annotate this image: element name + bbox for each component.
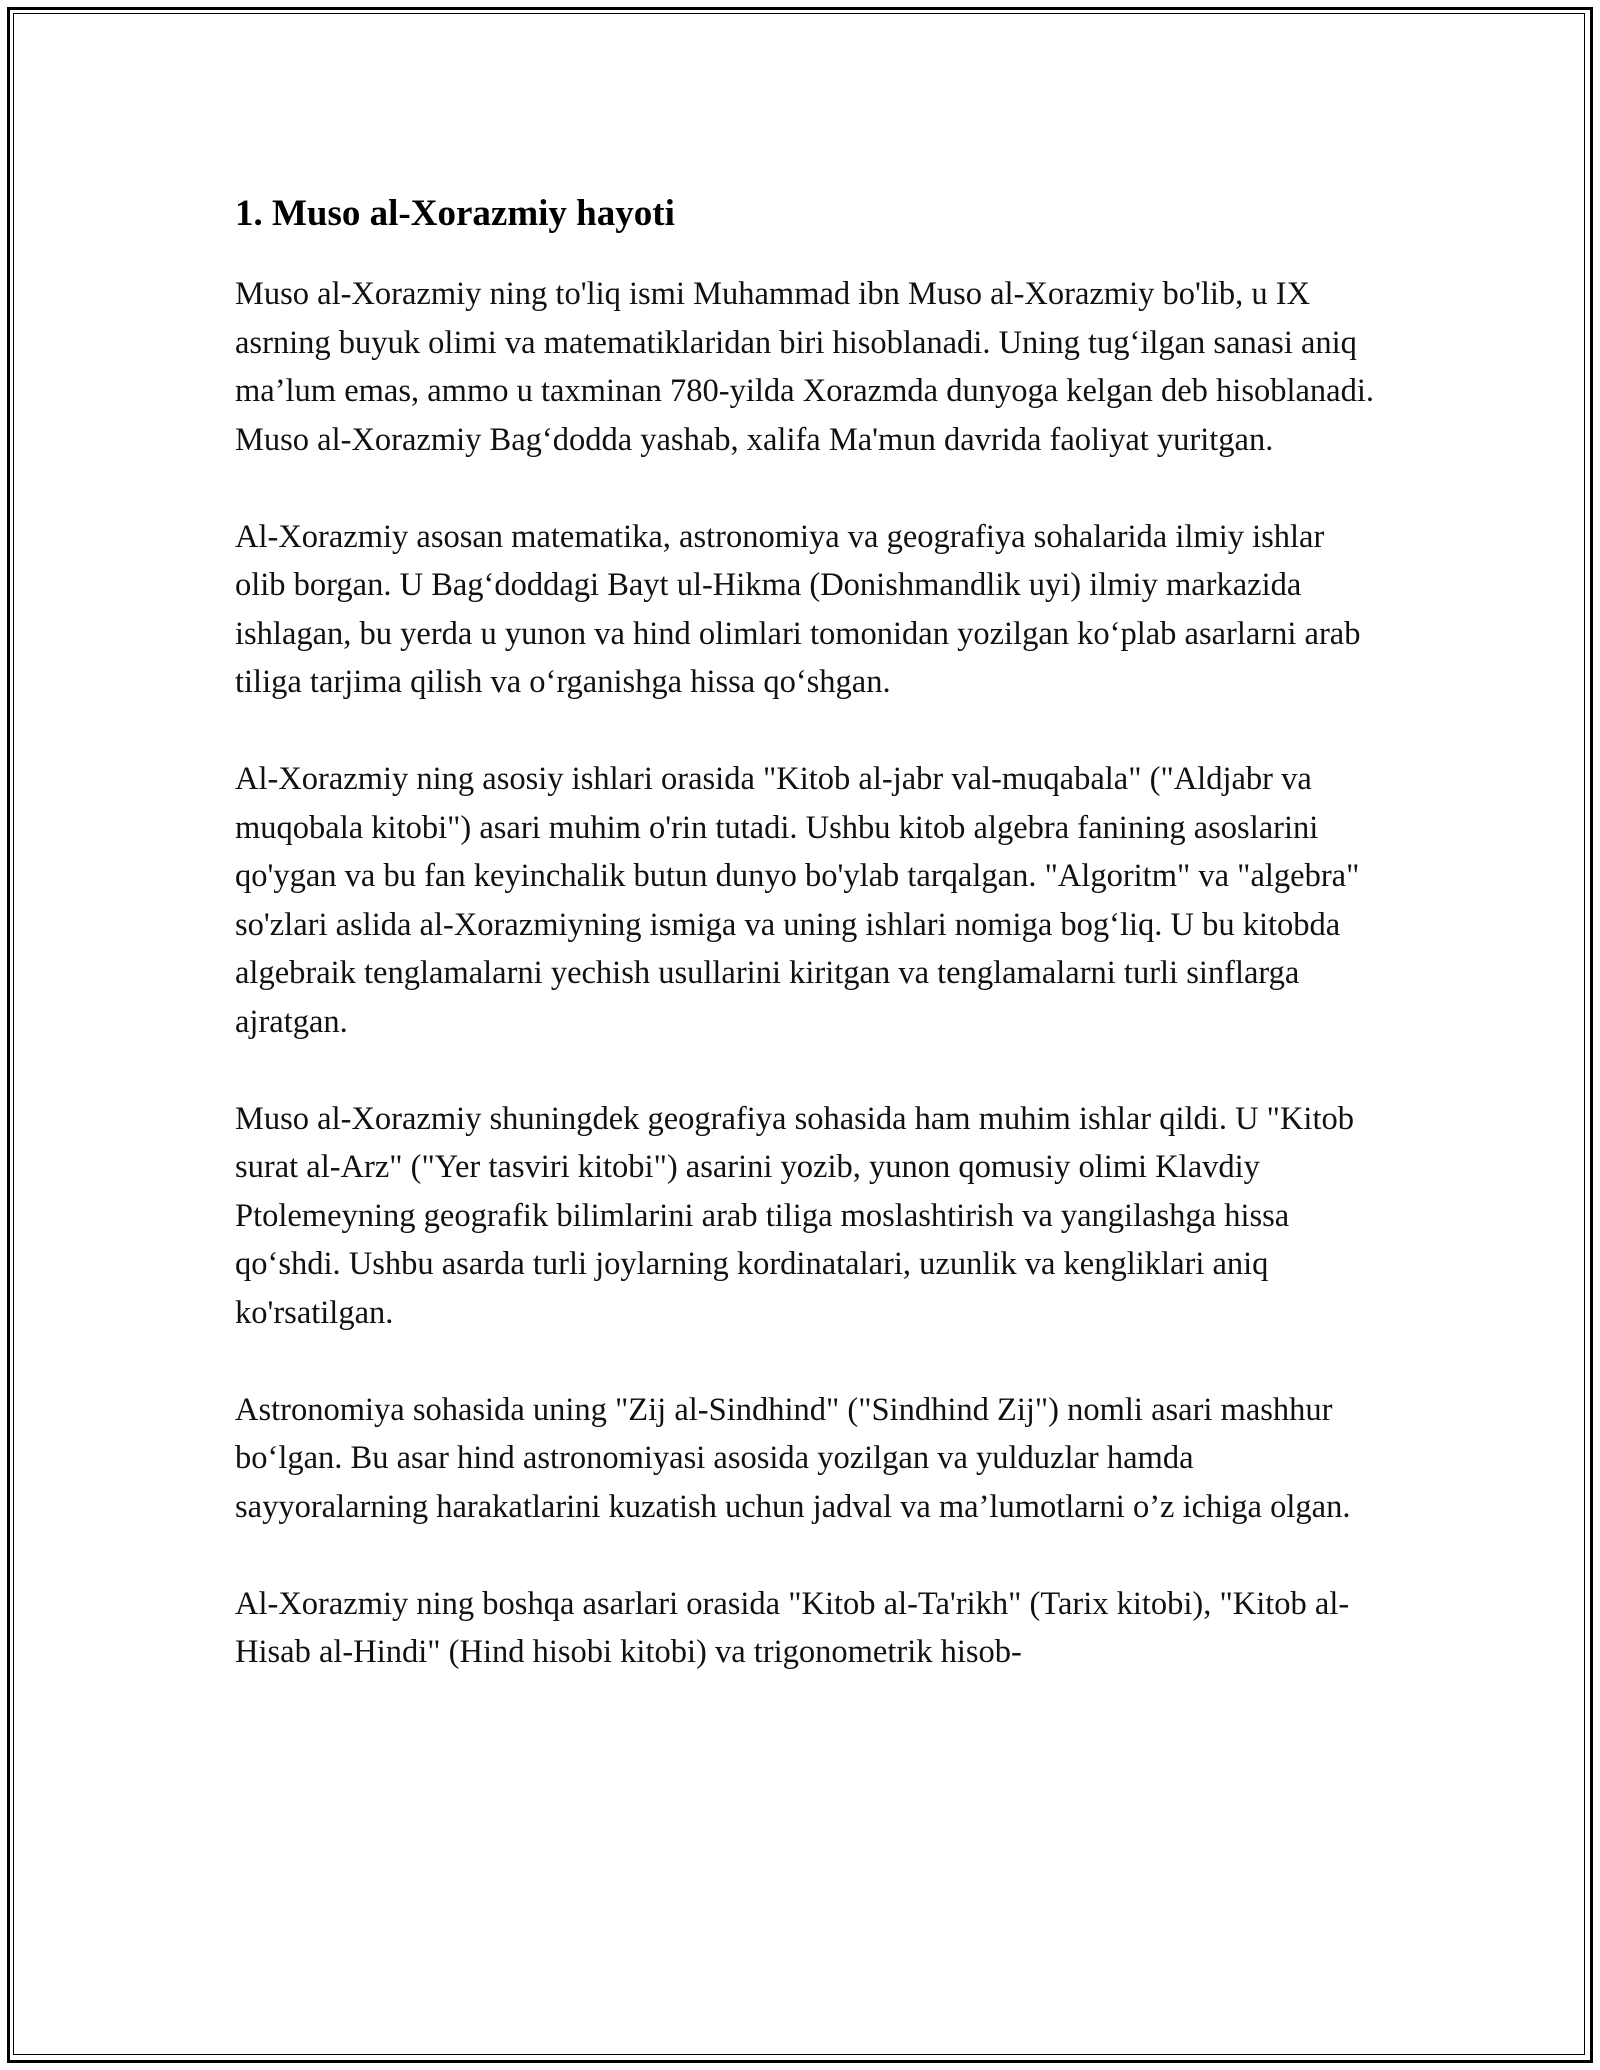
paragraph-scientific-work: Al-Xorazmiy asosan matematika, astronomiya va geografiya sohalarida ilmiy ishlar olib borgan. U Bag‘doddagi Bayt ul-Hikma (Donishmandlik uyi) ilmiy markazida ishlagan, bu yerda u yunon va hind olimlari tomonidan yozilgan ko‘plab asarlarni arab tiliga tarjima qilish va o‘rganishga hissa qo‘shgan. bbox=[235, 518, 1361, 700]
document-body bbox=[235, 188, 1375, 1677]
paragraph-life-intro: Muso al-Xorazmiy ning to'liq ismi Muhammad ibn Muso al-Xorazmiy bo'lib, u IX asrning buyuk olimi va matematiklaridan biri hisoblanadi. Uning tug‘ilgan sanasi aniq ma’lum emas, ammo u taxminan 780-yilda Xorazmda dunyoga kelgan deb hisoblanadi. Muso al-Xorazmiy Bag‘dodda yashab, xalifa Ma'mun davrida faoliyat yuritgan. bbox=[235, 276, 1375, 458]
section-heading: 1. Muso al-Xorazmiy hayoti bbox=[235, 193, 675, 234]
paragraph-astronomy: Astronomiya sohasida uning "Zij al-Sindhind" ("Sindhind Zij") nomli asari mashhur bo‘lgan. Bu asar hind astronomiyasi asosida yozilgan va yulduzlar hamda sayyoralarning harakatlarini kuzatish uchun jadval va ma’lumotlarni o’z ichiga olgan. bbox=[235, 1391, 1351, 1525]
paragraph-other-works: Al-Xorazmiy ning boshqa asarlari orasida "Kitob al-Ta'rikh" (Tarix kitobi), "Kitob al-Hisab al-Hindi" (Hind hisobi kitobi) va trigonometrik hisob- bbox=[235, 1585, 1350, 1670]
paragraph-geography: Muso al-Xorazmiy shuningdek geografiya sohasida ham muhim ishlar qildi. U "Kitob surat al-Arz" ("Yer tasviri kitobi") asarini yozib, yunon qomusiy olimi Klavdiy Ptolemeyning geografik bilimlarini arab tiliga moslashtirish va yangilashga hissa qo‘shdi. Ushbu asarda turli joylarning kordinatalari, uzunlik va kengliklari aniq ko'rsatilgan. bbox=[235, 1100, 1354, 1331]
paragraph-algebra-book: Al-Xorazmiy ning asosiy ishlari orasida "Kitob al-jabr val-muqabala" ("Aldjabr va muqobala kitobi") asari muhim o'rin tutadi. Ushbu kitob algebra fanining asoslarini qo'ygan va bu fan keyinchalik butun dunyo bo'ylab tarqalgan. "Algoritm" va "algebra" so'zlari aslida al-Xorazmiyning ismiga va uning ishlari nomiga bog‘liq. U bu kitobda algebraik tenglamalarni yechish usullarini kiritgan va tenglamalarni turli sinflarga ajratgan. bbox=[235, 761, 1360, 1040]
